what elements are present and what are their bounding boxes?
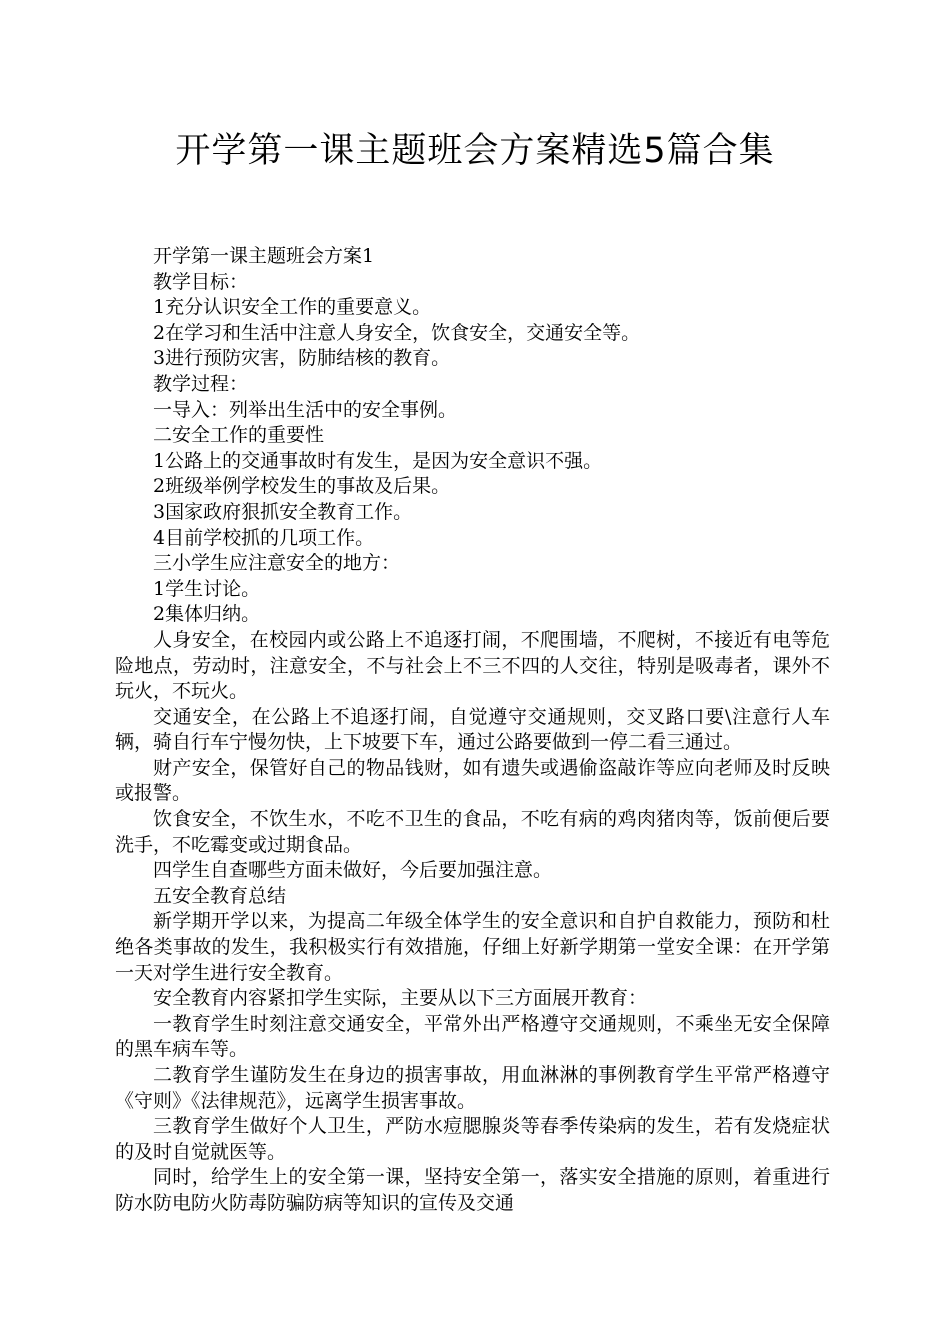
document-title: 开学第一课主题班会方案精选5篇合集	[175, 131, 775, 171]
paragraph: 二安全工作的重要性	[153, 424, 325, 447]
paragraph: 三教育学生做好个人卫生，严防水痘腮腺炎等春季传染病的发生，若有发烧症状的及时自觉就医等。	[115, 1115, 830, 1163]
paragraph: 1学生讨论。	[153, 577, 261, 600]
paragraph: 1充分认识安全工作的重要意义。	[153, 296, 432, 319]
paragraph: 同时，给学生上的安全第一课，坚持安全第一，落实安全措施的原则，着重进行防水防电防火防毒防骗防病等知识的宣传及交通	[115, 1166, 830, 1214]
paragraph: 安全教育内容紧扣学生实际，主要从以下三方面展开教育：	[153, 987, 648, 1010]
paragraph: 1公路上的交通事故时有发生，是因为安全意识不强。	[153, 449, 603, 472]
paragraph: 饮食安全，不饮生水，不吃不卫生的食品，不吃有病的鸡肉猪肉等，饭前便后要洗手，不吃霉变或过期食品。	[115, 808, 830, 856]
paragraph: 3进行预防灾害，防肺结核的教育。	[153, 347, 451, 370]
paragraph: 教学目标：	[153, 270, 249, 293]
paragraph: 财产安全，保管好自己的物品钱财，如有遗失或遇偷盗敲诈等应向老师及时反映或报警。	[115, 756, 830, 805]
paragraph: 2班级举例学校发生的事故及后果。	[153, 475, 451, 498]
paragraph: 五安全教育总结	[153, 884, 287, 907]
paragraph: 4目前学校抓的几项工作。	[153, 526, 375, 549]
paragraph: 三小学生应注意安全的地方：	[153, 552, 401, 575]
paragraph: 2集体归纳。	[153, 603, 261, 626]
paragraph: 新学期开学以来，为提高二年级全体学生的安全意识和自护自救能力，预防和杜绝各类事故的发生，我积极实行有效措施，仔细上好新学期第一堂安全课：在开学第一天对学生进行安全教育。	[115, 910, 830, 984]
paragraph: 开学第一课主题班会方案1	[153, 245, 375, 267]
paragraph: 交通安全，在公路上不追逐打闹，自觉遵守交通规则，交叉路口要\注意行人车辆，骑自行车宁慢勿快，上下坡要下车，通过公路要做到一停二看三通过。	[115, 705, 830, 754]
paragraph: 2在学习和生活中注意人身安全，饮食安全，交通安全等。	[153, 321, 641, 344]
paragraph: 四学生自查哪些方面未做好，今后要加强注意。	[153, 859, 553, 882]
paragraph: 人身安全，在校园内或公路上不追逐打闹，不爬围墙，不爬树，不接近有电等危险地点，劳动时，注意安全，不与社会上不三不四的人交往，特别是吸毒者，课外不玩火，不玩火。	[115, 628, 830, 703]
paragraph: 二教育学生谨防发生在身边的损害事故，用血淋淋的事例教育学生平常严格遵守《守则》《法律规范》，远离学生损害事故。	[115, 1064, 830, 1112]
paragraph: 3国家政府狠抓安全教育工作。	[153, 500, 413, 523]
paragraph: 一导入：列举出生活中的安全事例。	[153, 398, 458, 421]
paragraph: 教学过程：	[153, 372, 249, 395]
paragraph: 一教育学生时刻注意交通安全，平常外出严格遵守交通规则，不乘坐无安全保障的黑车病车等。	[115, 1012, 830, 1061]
document-body	[115, 244, 830, 1217]
